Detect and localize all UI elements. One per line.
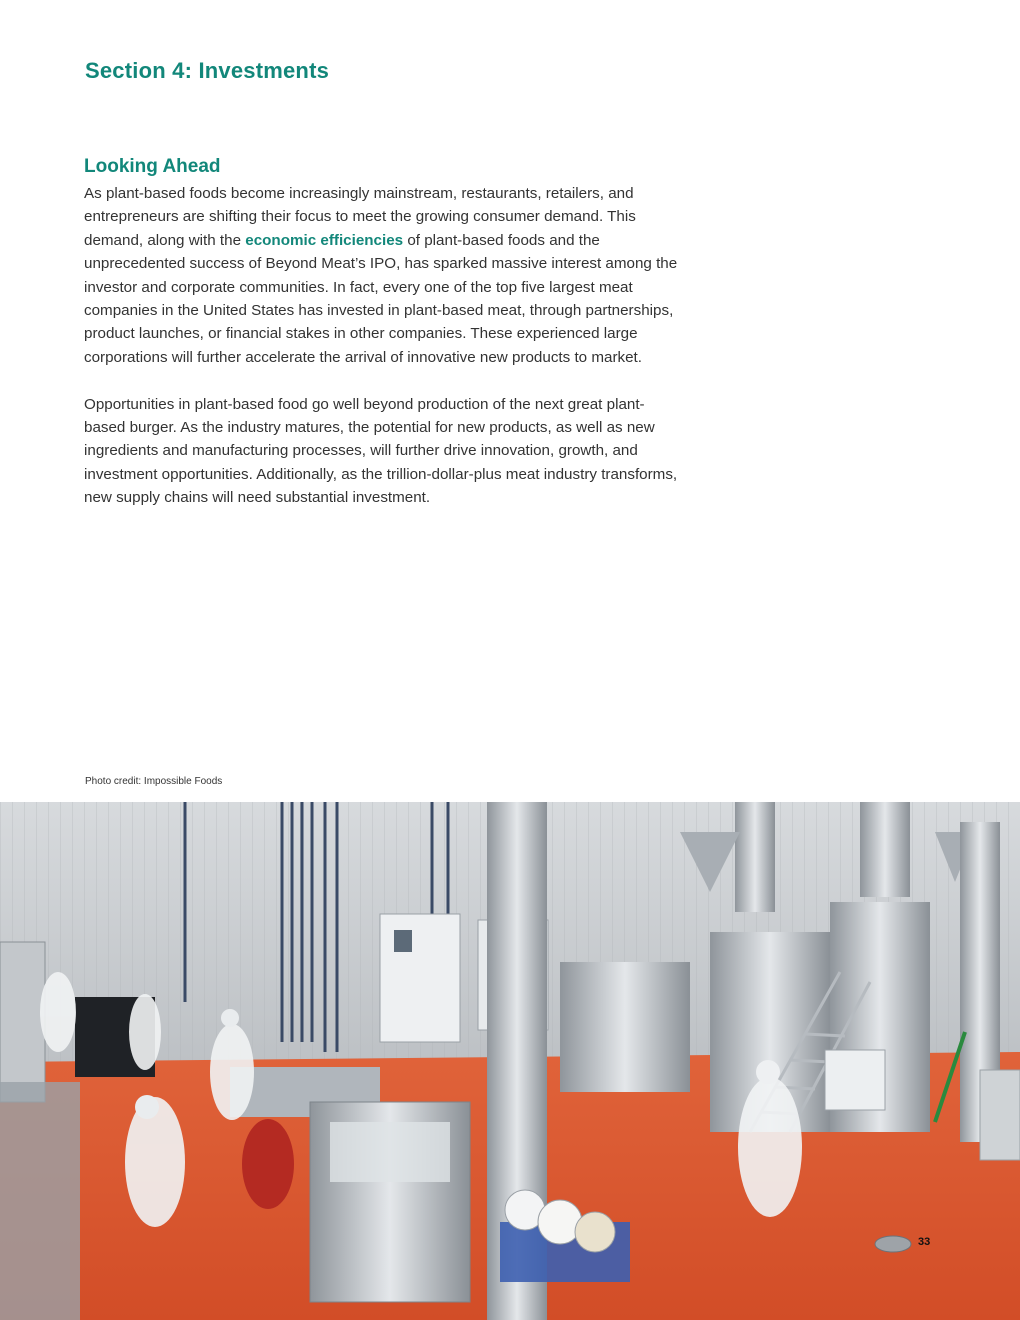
p1-text-before: As plant-based foods become increasingly mainstream, restaurants, retailers, and entrepreneurs are shifting their focus to meet the growing consumer demand. This demand, along with the (84, 185, 636, 249)
hopper-tower-2 (860, 802, 910, 897)
roll-3 (575, 1212, 615, 1252)
door-left (380, 914, 460, 1042)
machine-center (560, 962, 690, 1092)
bin-2 (980, 1070, 1020, 1160)
paragraph-1 (84, 182, 684, 369)
paragraph-2: Opportunities in plant-based food go well beyond production of the next great plant-based burger. As the industry matures, the potential for new products, as well as new ingredients and manufacturing processes, will further drive innovation, growth, and investment opportunities. Additionally, as the trillion-dollar-plus meat industry transforms, new supply chains will need substantial investment. (84, 395, 678, 507)
bin-1 (825, 1050, 885, 1110)
article-body (84, 182, 684, 533)
worker-head-3 (756, 1060, 780, 1084)
page-number: 33 (918, 1236, 931, 1248)
worker-head-1 (221, 1009, 239, 1027)
left-cabinet (0, 942, 45, 1102)
hopper-tower (735, 802, 775, 912)
packaging-panel (330, 1122, 450, 1182)
photo-credit: Photo credit: Impossible Foods (85, 776, 223, 787)
floor-drain (875, 1236, 911, 1252)
left-rack (0, 1082, 80, 1320)
red-bin (242, 1119, 294, 1209)
factory-photo (0, 802, 1020, 1320)
economic-efficiencies-link[interactable]: economic efficiencies (245, 231, 404, 249)
section-title: Section 4: Investments (85, 58, 330, 83)
door-window (394, 930, 412, 952)
worker-head-2 (135, 1095, 159, 1119)
p1-text-after: of plant-based foods and the unprecedented success of Beyond Meat’s IPO, has sparked massive interest among the investor and corporate communities. In fact, every one of the top five largest meat companies in the United States has invested in plant-based meat, through partnerships, product launches, or financial stakes in other companies. These experienced large corporations will further accelerate the arrival of innovative new products to market. (84, 231, 678, 366)
article-subhead: Looking Ahead (84, 156, 221, 177)
